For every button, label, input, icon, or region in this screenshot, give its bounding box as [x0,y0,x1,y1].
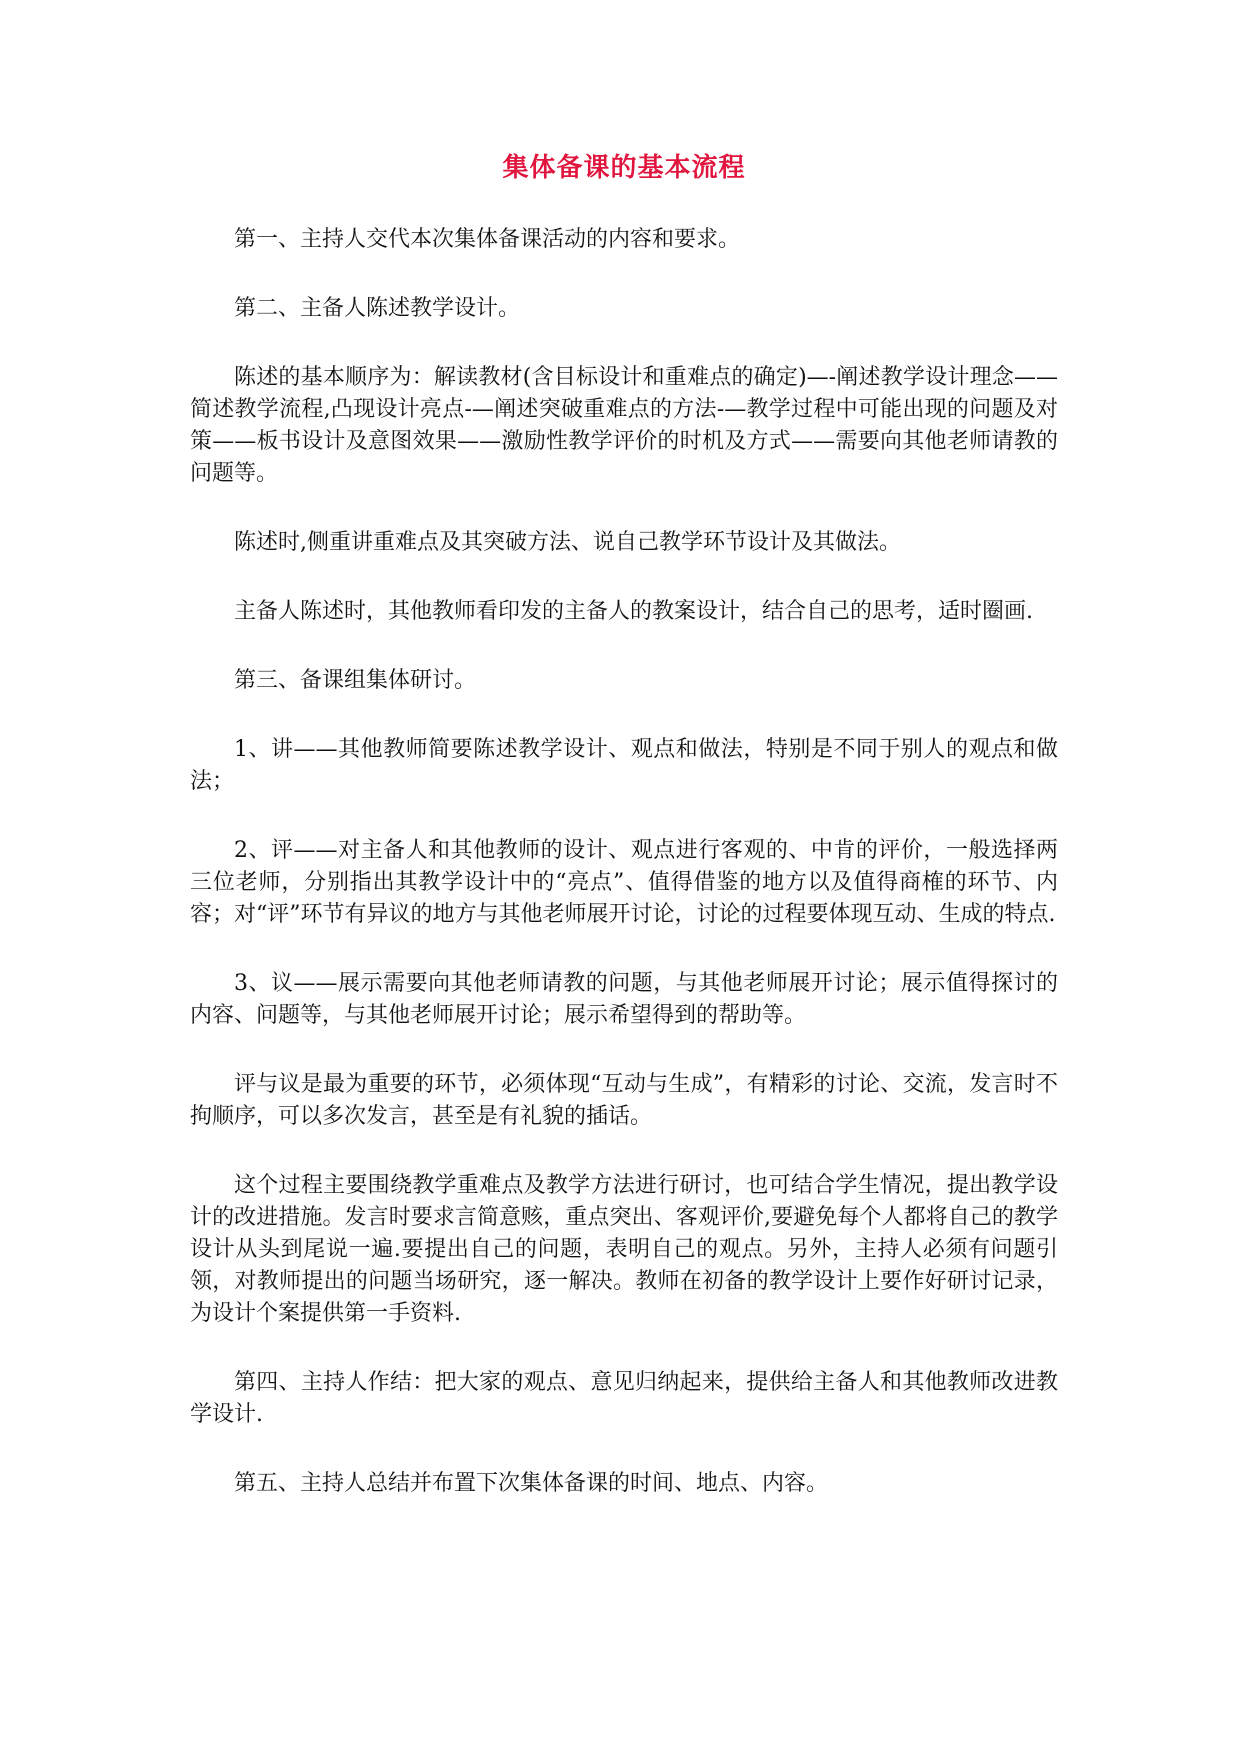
paragraph-step-2: 第二、主备人陈述教学设计。 [234,296,521,321]
paragraph-step-1: 第一、主持人交代本次集体备课活动的内容和要求。 [234,227,741,252]
document-page [190,150,1058,1537]
paragraph-step-3: 第三、备课组集体研讨。 [234,668,477,693]
paragraph-discuss-2: 2、评——对主备人和其他教师的设计、观点进行客观的、中肯的评价，一般选择两三位老师，分别指出其教学设计中的“亮点”、值得借鉴的地方以及值得商榷的环节、内容；对“评”环节有异议的地方与其他老师展开讨论，讨论的过程要体现互动、生成的特点. [190,838,1058,927]
paragraph-key-stage: 评与议是最为重要的环节，必须体现“互动与生成”，有精彩的讨论、交流，发言时不拘顺序，可以多次发言，甚至是有礼貌的插话。 [190,1072,1058,1129]
paragraph-presentation-order: 陈述的基本顺序为：解读教材(含目标设计和重难点的确定)—-阐述教学设计理念——简述教学流程,凸现设计亮点-—阐述突破重难点的方法-—教学过程中可能出现的问题及对策——板书设计及意图效果——激励性教学评价的时机及方式——需要向其他老师请教的问题等。 [190,365,1058,486]
paragraph-step-4: 第四、主持人作结：把大家的观点、意见归纳起来，提供给主备人和其他教师改进教学设计. [190,1370,1058,1427]
paragraph-annotation: 主备人陈述时，其他教师看印发的主备人的教案设计，结合自己的思考，适时圈画. [234,599,1033,624]
document-title: 集体备课的基本流程 [502,153,746,183]
paragraph-presentation-focus: 陈述时,侧重讲重难点及其突破方法、说自己教学环节设计及其做法。 [234,530,901,555]
paragraph-discuss-1: 1、讲——其他教师简要陈述教学设计、观点和做法，特别是不同于别人的观点和做法； [190,737,1058,794]
paragraph-discuss-3: 3、议——展示需要向其他老师请教的问题，与其他老师展开讨论；展示值得探讨的内容、问题等，与其他老师展开讨论；展示希望得到的帮助等。 [190,971,1058,1028]
paragraph-process: 这个过程主要围绕教学重难点及教学方法进行研讨，也可结合学生情况，提出教学设计的改进措施。发言时要求言简意赅，重点突出、客观评价,要避免每个人都将自己的教学设计从头到尾说一遍.要提出自己的问题，表明自己的观点。另外，主持人必须有问题引领，对教师提出的问题当场研究，逐一解决。教师在初备的教学设计上要作好研讨记录，为设计个案提供第一手资料. [190,1173,1058,1326]
document-body [190,224,1058,1500]
paragraph-step-5: 第五、主持人总结并布置下次集体备课的时间、地点、内容。 [234,1471,829,1496]
